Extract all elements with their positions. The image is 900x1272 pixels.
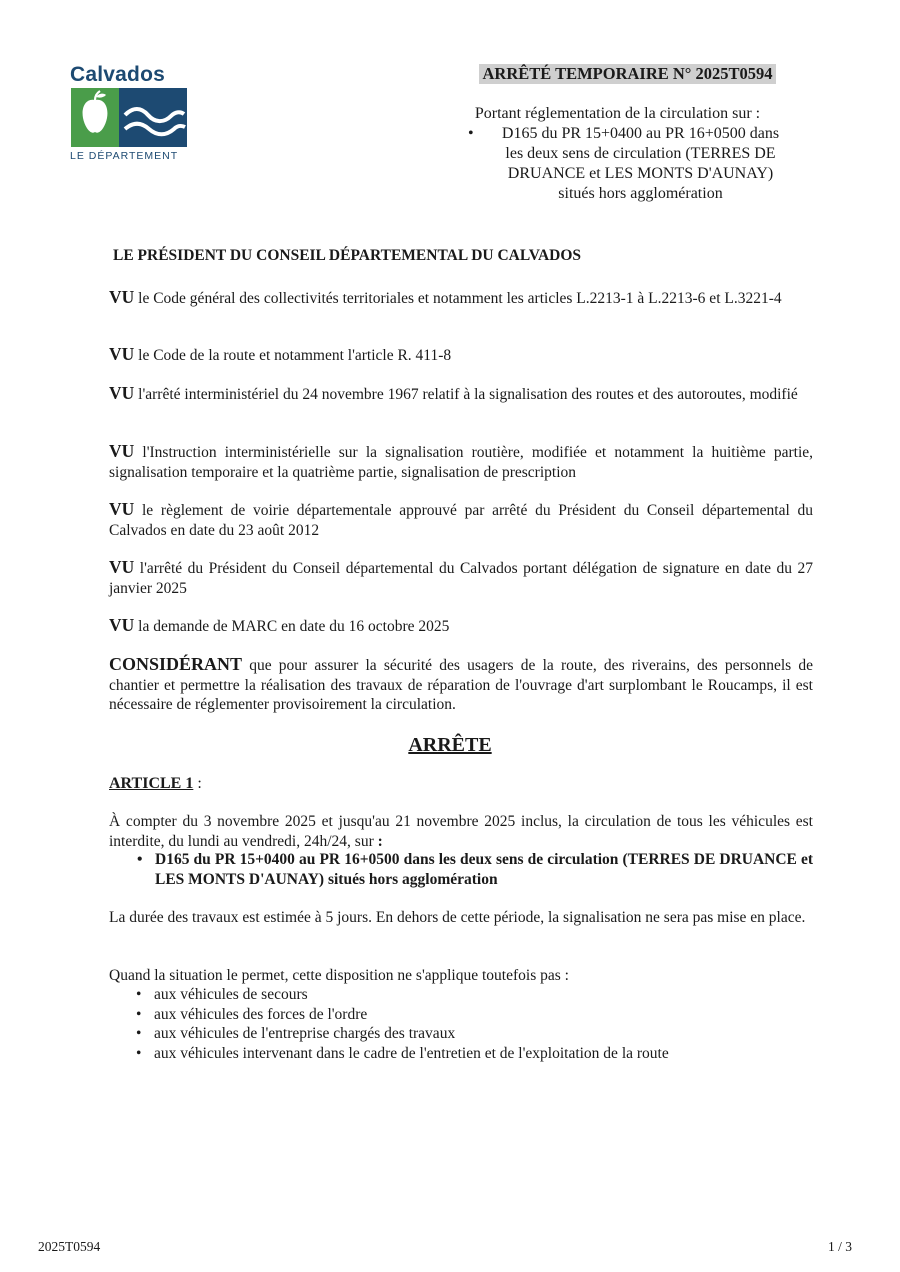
article-1-exceptions-intro: Quand la situation le permet, cette disposition ne s'applique toutefois pas : (109, 967, 569, 984)
article-1-duration: La durée des travaux est estimée à 5 jours. En dehors de cette période, la signalisation ne sera pas mise en place. (109, 909, 806, 926)
bullet-icon: • (136, 1005, 142, 1023)
bullet-icon: • (136, 1025, 142, 1042)
calvados-logo (68, 63, 192, 162)
vu-paragraph: VU le règlement de voirie départementale approuvé par arrêté du Président du Conseil départemental du Calvados en date du 23 août 2012 (109, 499, 813, 539)
list-item: • aux véhicules des forces de l'ordre (136, 1005, 368, 1023)
bullet-icon: • (136, 1044, 142, 1062)
arrete-heading: ARRÊTE (408, 734, 492, 756)
bullet-icon: • (137, 851, 143, 868)
article-1-heading: ARTICLE 1 : (109, 775, 202, 792)
vu-paragraph: VU le Code général des collectivités territoriales et notamment les articles L.2213-1 à L.2213-6 et L.3221-4 (109, 287, 782, 307)
bullet-icon: • (468, 125, 474, 142)
logo-name: Calvados (70, 63, 165, 86)
article-1-intro: À compter du 3 novembre 2025 et jusqu'au 21 novembre 2025 inclus, la circulation de tous les véhicules est interdite, du lundi au vendredi, 24h/24, sur : (109, 813, 813, 850)
decree-header (440, 64, 795, 204)
page-number: 1 / 3 (828, 1239, 853, 1254)
vu-paragraph: VU l'Instruction interministérielle sur la signalisation routière, modifiée et notamment la huitième partie, signalisation temporaire et la quatrième partie, signalisation de prescription (109, 441, 814, 481)
list-item: • aux véhicules de l'entreprise chargés des travaux (136, 1025, 456, 1042)
decree-title: ARRÊTÉ TEMPORAIRE N° 2025T0594 (479, 64, 775, 84)
list-item: • aux véhicules intervenant dans le cadre de l'entretien et de l'exploitation de la route (136, 1044, 669, 1062)
decree-subject-item: • D165 du PR 15+0400 au PR 16+0500 dans les deux sens de circulation (TERRES DE DRUANCE et LES MONTS D'AUNAY) situés hors agglomération (468, 125, 780, 202)
vu-paragraph: VU l'arrêté du Président du Conseil départemental du Calvados portant délégation de signature en date du 27 janvier 2025 (109, 557, 813, 597)
vu-paragraph: VU la demande de MARC en date du 16 octobre 2025 (109, 615, 450, 635)
decree-subject: Portant réglementation de la circulation sur : (474, 105, 761, 122)
considerant-paragraph: CONSIDÉRANT que pour assurer la sécurité des usagers de la route, des riverains, des personnels de chantier et permettre la réalisation des travaux de réparation de l'ouvrage d'art surplombant le Roucamps, il est nécessaire de réglementer provisoirement la circulation. (109, 654, 814, 713)
footer-reference: 2025T0594 (38, 1239, 101, 1254)
issuer-heading: LE PRÉSIDENT DU CONSEIL DÉPARTEMENTAL DU CALVADOS (113, 247, 582, 264)
vu-paragraph: VU le Code de la route et notamment l'article R. 411-8 (109, 344, 452, 364)
logo-tagline: LE DÉPARTEMENT (70, 150, 179, 162)
bullet-icon: • (136, 986, 142, 1003)
apple-wave-icon (71, 88, 187, 147)
exceptions-list (136, 985, 669, 1063)
list-item: • aux véhicules de secours (136, 986, 308, 1003)
vu-paragraph: VU l'arrêté interministériel du 24 novembre 1967 relatif à la signalisation des routes et des autoroutes, modifié (109, 383, 798, 403)
article-1-road-item: • D165 du PR 15+0400 au PR 16+0500 dans les deux sens de circulation (TERRES DE DRUANCE et LES MONTS D'AUNAY) situés hors agglomération (137, 851, 813, 888)
